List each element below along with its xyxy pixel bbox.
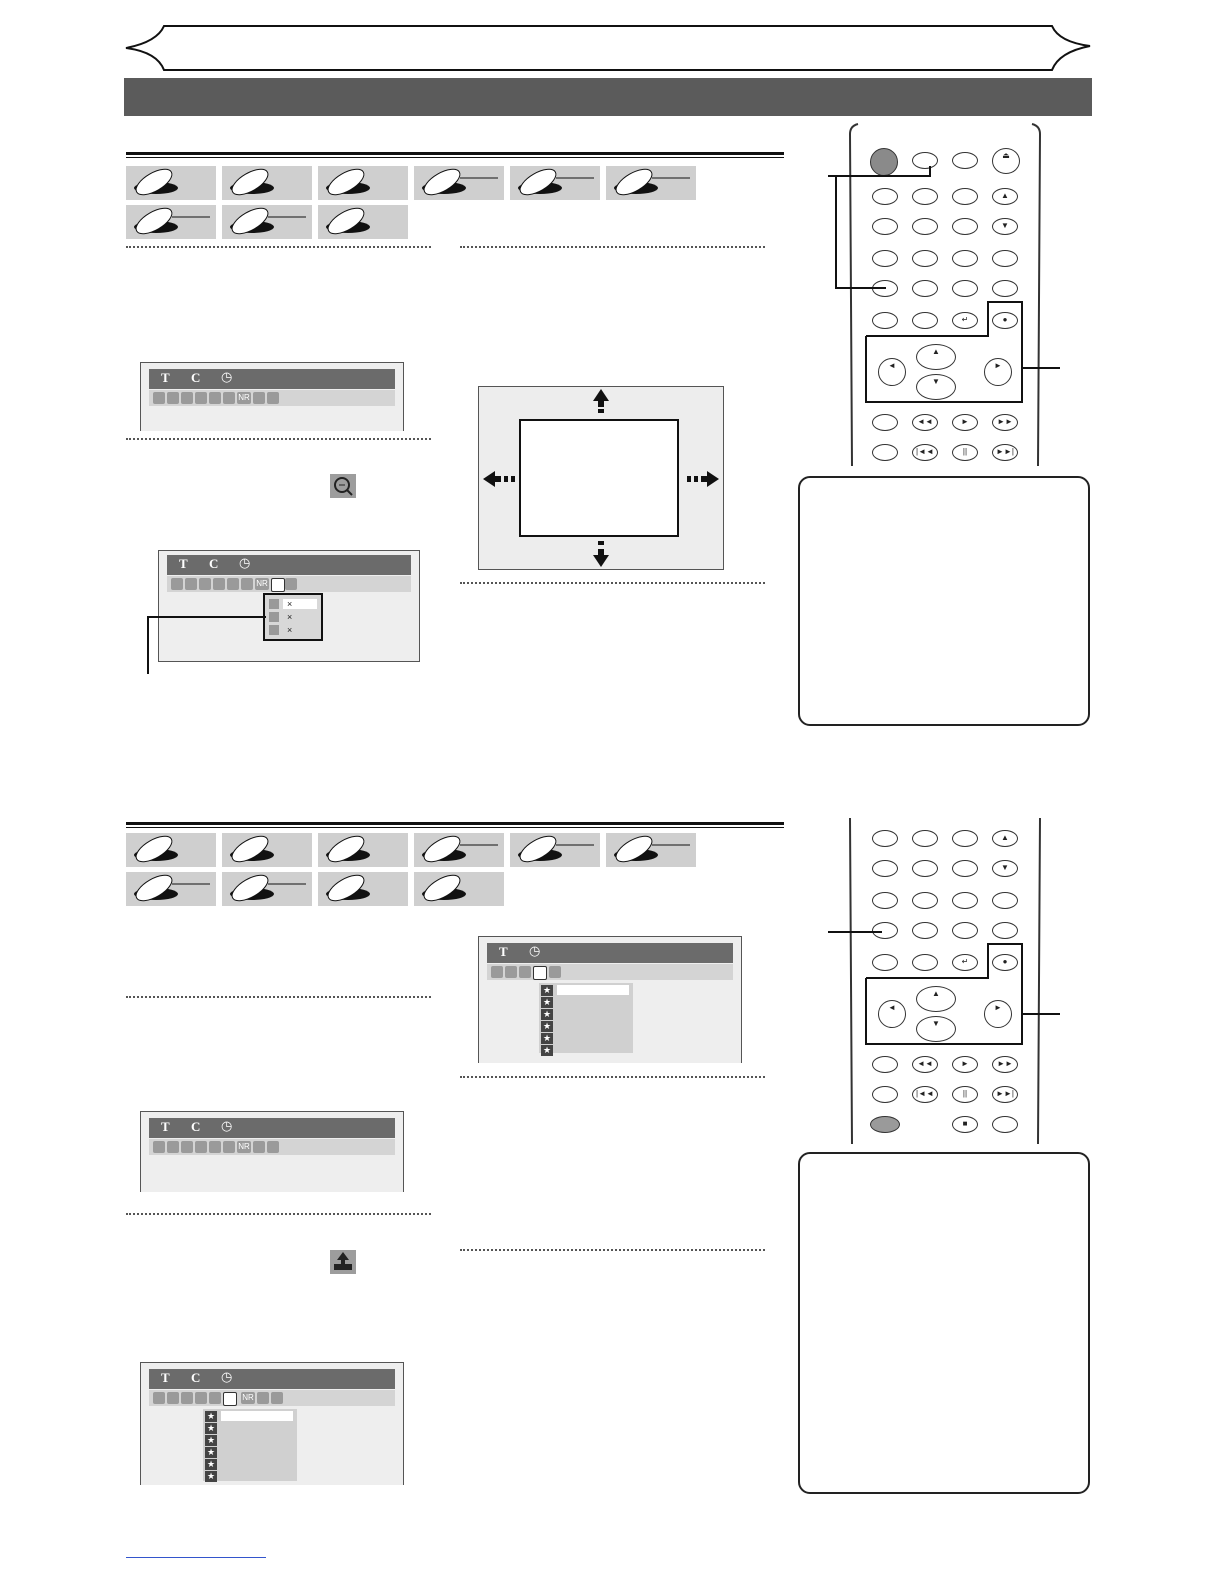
step-divider [126,438,431,440]
remote-button[interactable] [952,830,978,847]
remote-button[interactable] [872,1056,898,1073]
step-divider [460,246,765,248]
marker-selected-row[interactable] [557,985,629,995]
remote-button[interactable] [912,892,938,909]
callout-line [826,924,886,940]
zoom-icon [253,392,265,404]
layer-icon [267,392,279,404]
remote-button[interactable] [872,830,898,847]
setting-icon [171,578,183,590]
return-button[interactable]: ↵ [952,954,978,971]
remote-button[interactable] [912,922,938,939]
marker-icon [223,1141,235,1153]
disc-icon [318,205,408,239]
remote-button[interactable] [872,860,898,877]
step-divider [460,1076,765,1078]
section-rule-bottom [126,822,784,828]
disc-icon [414,166,504,200]
up-arrow-button[interactable]: ▲ [916,986,956,1012]
remote-button[interactable] [952,152,978,169]
pan-diagram [478,386,724,570]
clock-icon: ◷ [221,1370,233,1385]
right-arrow-button[interactable]: ► [984,1000,1012,1028]
remote-button[interactable] [992,280,1018,297]
channel-up-button[interactable]: ▲ [992,188,1018,205]
star-icon: ★ [206,1447,216,1457]
clock-icon: ◷ [221,370,233,385]
nr-icon: NR [256,579,268,588]
marker-icon [241,578,253,590]
disc-icon [126,205,216,239]
disc-icon [126,833,216,867]
disc-icon [318,833,408,867]
osd-title-letter: T [499,944,508,959]
layer-icon [271,1392,283,1404]
audio-icon [167,392,179,404]
step-divider [126,1213,431,1215]
down-arrow-button[interactable]: ▼ [916,374,956,400]
stop-button[interactable]: ■ [952,1116,978,1133]
remote-button[interactable] [912,830,938,847]
osd-title-letter: T [161,370,170,385]
fast-forward-button[interactable]: ►► [992,1056,1018,1073]
marker-icon [223,392,235,404]
enter-button[interactable]: ● [992,954,1018,971]
repeat-icon [209,1392,221,1404]
footer-link-underline[interactable] [126,1557,266,1558]
remote-button[interactable] [992,1116,1018,1133]
disc-icon [222,166,312,200]
zoom-icon [257,1392,269,1404]
disc-icon [318,166,408,200]
nr-icon: NR [238,1142,250,1151]
channel-down-button[interactable]: ▼ [992,218,1018,235]
disc-icon [222,872,312,906]
note-box [798,1152,1090,1494]
osd-status-bar [487,943,733,963]
setting-icon [153,1141,165,1153]
step-divider [460,1249,765,1251]
clock-icon: ◷ [239,556,251,571]
osd-icon-row [167,576,411,592]
layer-icon [549,966,561,978]
fast-forward-button[interactable]: ►► [992,414,1018,431]
enter-button[interactable]: ● [992,312,1018,329]
repeat-icon [227,578,239,590]
osd-chapter-letter: C [191,370,201,385]
subtitle-icon [181,392,193,404]
remote-button[interactable] [952,218,978,235]
disc-icon [510,166,600,200]
osd-screen-marker-menu [140,1362,404,1485]
callout-line [1020,1006,1064,1022]
callout-line [820,164,940,292]
audio-icon [167,1141,179,1153]
disc-icon [606,166,696,200]
zoom-icon [271,578,285,592]
up-arrow-button[interactable]: ▲ [916,344,956,370]
remote-button[interactable] [992,892,1018,909]
osd-title-letter: T [179,556,188,571]
remote-button[interactable] [872,414,898,431]
remote-button[interactable] [992,922,1018,939]
remote-button[interactable] [952,250,978,267]
osd-screen-display [140,362,404,431]
clock-icon: ◷ [529,944,541,959]
disc-icon [126,166,216,200]
note-box [798,476,1090,726]
setting-icon [153,392,165,404]
channel-down-button[interactable]: ▼ [992,860,1018,877]
star-icon: ★ [206,1459,216,1469]
disc-icon [222,205,312,239]
setting-icon [153,1392,165,1404]
layer-icon [267,1141,279,1153]
star-icon: ★ [542,1009,552,1019]
marker-selected-row[interactable] [221,1411,293,1421]
skip-forward-button[interactable]: ►►| [992,444,1018,461]
zoom-option-1[interactable]: × [283,599,317,609]
remote-button[interactable] [912,860,938,877]
remote-button[interactable] [952,188,978,205]
osd-icon-row [149,1139,395,1155]
pan-arrows [479,387,723,569]
return-button[interactable]: ↵ [952,312,978,329]
subtitle-icon [181,1141,193,1153]
skip-back-button[interactable]: |◄◄ [912,1086,938,1103]
osd-status-bar [149,1118,395,1138]
osd-chapter-letter: C [191,1119,201,1134]
osd-icon-row [487,964,733,980]
play-button[interactable]: ► [952,414,978,431]
rewind-button[interactable]: ◄◄ [912,1056,938,1073]
osd-title-letter: T [161,1370,170,1385]
page-header-banner [124,24,1092,72]
remote-button[interactable] [952,922,978,939]
marker-icon [223,1392,237,1406]
disc-icon [606,833,696,867]
osd-chapter-letter: C [191,1370,201,1385]
osd-screen-display [140,1111,404,1192]
zoom-option-2[interactable]: × [287,612,293,622]
disc-icon [414,833,504,867]
remote-button[interactable] [872,444,898,461]
repeat-icon [209,1141,221,1153]
repeat-icon [209,392,221,404]
callout-line [1020,360,1064,376]
disc-icon [510,833,600,867]
setting-icon [491,966,503,978]
star-icon: ★ [206,1423,216,1433]
step-divider [460,582,765,584]
marker-list [203,1409,297,1481]
star-icon: ★ [206,1471,216,1481]
star-icon: ★ [542,985,552,995]
channel-up-button[interactable]: ▲ [992,830,1018,847]
subtitle-icon [199,578,211,590]
right-arrow-button[interactable]: ► [984,358,1012,386]
play-button[interactable]: ► [952,1056,978,1073]
nr-icon: NR [238,393,250,402]
star-icon: ★ [542,1021,552,1031]
remote-button[interactable] [992,250,1018,267]
nr-icon: NR [242,1393,254,1402]
camera-angle-icon [195,1392,207,1404]
star-icon: ★ [542,1033,552,1043]
marker-icon [533,966,547,980]
clock-icon: ◷ [221,1119,233,1134]
skip-forward-button[interactable]: ►►| [992,1086,1018,1103]
eject-button[interactable]: ⏏ [992,148,1020,174]
remote-control-bottom [848,818,1042,1144]
remote-button[interactable] [952,860,978,877]
subtitle-icon [181,1392,193,1404]
down-arrow-button[interactable]: ▼ [916,1016,956,1042]
camera-angle-icon [330,1250,356,1274]
disc-icon [414,872,504,906]
step-divider [126,246,431,248]
remote-button[interactable] [952,892,978,909]
zoom-icon [269,625,279,635]
zoom-option-3[interactable]: × [287,625,293,635]
camera-angle-icon [195,1141,207,1153]
audio-icon [505,966,517,978]
star-icon: ★ [206,1411,216,1421]
zoom-icon [330,474,356,498]
osd-screen-marker-menu [478,936,742,1063]
osd-status-bar [149,1369,395,1389]
osd-chapter-letter: C [209,556,219,571]
audio-icon [185,578,197,590]
callout-line [140,612,270,676]
zoom-options-list [263,593,323,641]
remote-button[interactable] [952,280,978,297]
osd-icon-row [149,390,395,406]
star-icon: ★ [542,997,552,1007]
repeat-icon [519,966,531,978]
section-title-bar [124,78,1092,116]
left-arrow-button[interactable]: ◄ [878,1000,906,1028]
skip-back-button[interactable]: |◄◄ [912,444,938,461]
disc-icon [222,833,312,867]
camera-angle-icon [195,392,207,404]
disc-icon [126,872,216,906]
zoom-icon [269,612,279,622]
layer-icon [285,578,297,590]
zoom-icon [269,599,279,609]
star-icon: ★ [206,1435,216,1445]
pause-button[interactable]: || [952,444,978,461]
osd-title-letter: T [161,1119,170,1134]
osd-icon-row [149,1390,395,1406]
remote-button[interactable] [872,1086,898,1103]
pause-button[interactable]: || [952,1086,978,1103]
remote-button[interactable] [870,1116,900,1133]
left-arrow-button[interactable]: ◄ [878,358,906,386]
section-rule-top [126,152,784,158]
osd-status-bar [167,555,411,575]
osd-status-bar [149,369,395,389]
step-divider [126,996,431,998]
camera-angle-icon [213,578,225,590]
rewind-button[interactable]: ◄◄ [912,414,938,431]
audio-icon [167,1392,179,1404]
zoom-icon [253,1141,265,1153]
marker-list [539,983,633,1053]
star-icon: ★ [542,1045,552,1055]
remote-button[interactable] [872,892,898,909]
disc-icon [318,872,408,906]
